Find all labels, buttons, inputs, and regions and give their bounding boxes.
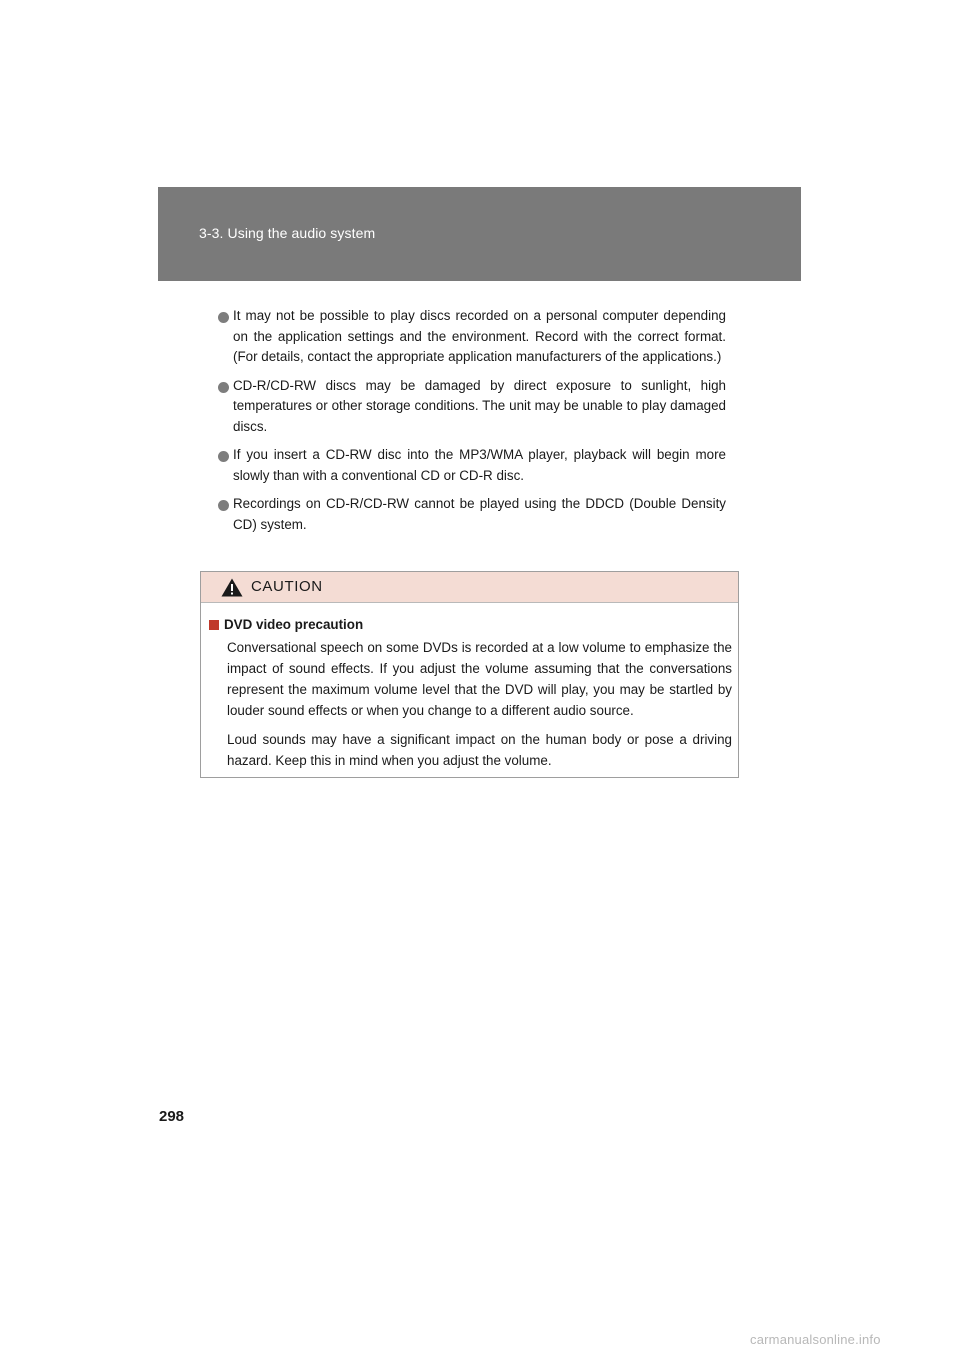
bullet-dot-icon — [218, 382, 229, 393]
bullet-text: It may not be possible to play discs recorded on a personal computer depending on the application settings and the environment. Record with the correct format. (For details, contact the appropriate application manufacturers of the applications.) — [233, 308, 726, 364]
square-marker-icon — [209, 620, 219, 630]
caution-box — [200, 571, 739, 778]
watermark: carmanualsonline.info — [750, 1332, 881, 1347]
caution-paragraph: Loud sounds may have a significant impact on the human body or pose a driving hazard. Keep this in mind when you adjust the volume. — [227, 732, 732, 768]
bullet-dot-icon — [218, 312, 229, 323]
bullet-item — [218, 445, 726, 486]
bullet-item — [218, 306, 726, 368]
bullet-list — [218, 306, 726, 543]
caution-subheading-text: DVD video precaution — [224, 617, 364, 632]
caution-title: CAUTION — [251, 578, 323, 595]
caution-subheading — [209, 615, 732, 635]
caution-body — [201, 603, 738, 771]
caution-header — [201, 572, 738, 603]
section-header-band — [158, 187, 801, 281]
bullet-item — [218, 494, 726, 535]
bullet-dot-icon — [218, 500, 229, 511]
bullet-item — [218, 376, 726, 438]
bullet-dot-icon — [218, 451, 229, 462]
section-title: 3-3. Using the audio system — [199, 225, 376, 241]
bullet-text: CD-R/CD-RW discs may be damaged by direct exposure to sunlight, high temperatures or other storage conditions. The unit may be unable to play damaged discs. — [233, 377, 726, 434]
warning-triangle-icon — [221, 578, 243, 597]
bullet-text: Recordings on CD-R/CD-RW cannot be played using the DDCD (Double Density CD) system. — [233, 496, 726, 532]
caution-paragraph: Conversational speech on some DVDs is recorded at a low volume to emphasize the impact of sound effects. If you adjust the volume assuming that the conversations represent the maximum volume level that the DVD will play, you may be startled by louder sound effects or when you change to a different audio source. — [227, 640, 732, 718]
bullet-text: If you insert a CD-RW disc into the MP3/WMA player, playback will begin more slowly than with a conventional CD or CD-R disc. — [233, 447, 726, 483]
page-number: 298 — [159, 1108, 185, 1125]
